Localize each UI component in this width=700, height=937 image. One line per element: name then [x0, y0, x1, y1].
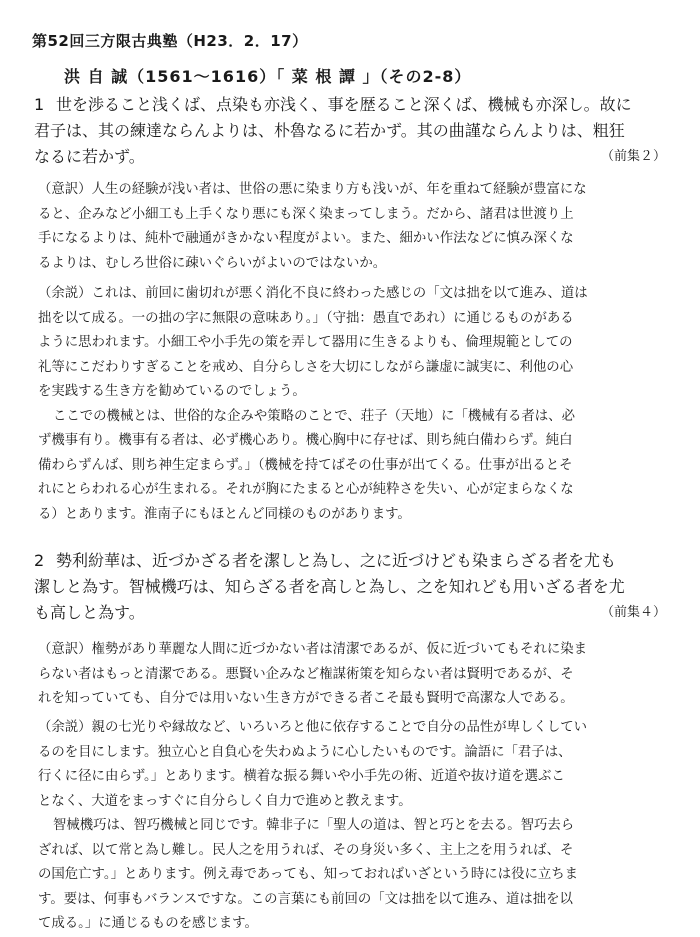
verse-number: 2	[34, 551, 45, 570]
commentary-line: （余説）親の七光りや縁故など、いろいろと他に依存することで自分の品性が卑しくしてい	[38, 720, 588, 735]
commentary-line: 拙を以て成る。一の拙の字に無限の意味あり。」（守拙：愚直であれ）に通じるものがある	[38, 310, 574, 326]
commentary-1	[38, 282, 664, 527]
verse-2	[34, 548, 666, 626]
verse-source: （前集４）	[600, 605, 666, 620]
verse-line: 1 世を渉ること浅くば、点染も亦浅く、事を歴ること深くば、機械も亦深し。故に	[34, 92, 666, 118]
verse-line: も高しと為す。	[34, 603, 145, 622]
meaning-2	[38, 638, 664, 712]
verse-line: 君子は、其の練達ならんよりは、朴魯なるに若かず。其の曲謹ならんよりは、粗狂	[34, 121, 625, 140]
meaning-line: （意訳）人生の経験が浅い者は、世俗の悪に染まり方も浅いが、年を重ねて経験が豊富にな	[38, 182, 587, 197]
meaning-1	[38, 178, 664, 276]
meaning-line: （意訳）権勢があり華麗な人間に近づかない者は清潔であるが、仮に近づいてもそれに染ま	[38, 642, 588, 657]
commentary-line: れにとらわれる心が生まれる。それが胸にたまると心が純粋さを失い、心が定まらなくな	[38, 482, 574, 497]
commentary-line: ず機事有り。機事有る者は、必ず機心あり。機心胸中に存せば、則ち純白備わらず。純白	[38, 433, 573, 448]
commentary-line: 智械機巧は、智巧機械と同じです。韓非子に「聖人の道は、智と巧とを去る。智巧去ら	[53, 818, 575, 833]
verse-line: 潔しと為す。智械機巧は、知らざる者を高しと為し、之を知れども用いざる者を尤	[34, 577, 625, 596]
commentary-line: るのを目にします。独立心と自負心を失わぬように心したいものです。論語に「君子は、	[38, 744, 572, 760]
commentary-line: （余説）これは、前回に歯切れが悪く消化不良に終わった感じの「文は拙を以て進み、道は	[38, 286, 588, 301]
page-subtitle: 洪 自 誠（1561～1616）「 菜 根 譚 」（その2-8）	[64, 67, 472, 86]
page-header: 第52回三方限古典塾（H23．2．17）	[32, 32, 308, 50]
commentary-line: 礼等にこだわりすぎることを戒め、自分らしさを大切にしながら謙虚に誠実に、利他の心	[38, 359, 574, 375]
meaning-line: ると、企みなど小細工も上手くなり悪にも深く染まってしまう。だから、諸君は世渡り上	[38, 206, 574, 222]
commentary-line: の国危亡す。」とあります。例え毒であっても、知っておればいざという時には役に立ちま	[38, 867, 579, 882]
commentary-line: となく、大道をまっすぐに自分らしく自力で進めと教えます。	[38, 793, 412, 809]
commentary-line: ここでの機械とは、世俗的な企みや策略のことで、荘子（天地）に「機械有る者は、必	[53, 408, 575, 424]
verse-1	[34, 92, 666, 170]
commentary-line: て成る。」に通じるものを感じます。	[38, 916, 258, 931]
commentary-line: す。要は、何事もバランスですな。この言葉にも前回の「文は拙を以て進み、道は拙を以	[38, 891, 573, 907]
commentary-2	[38, 716, 664, 937]
verse-source: （前集２）	[600, 149, 666, 164]
commentary-line: 行くに径に由らず。」とあります。横着な振る舞いや小手先の術、近道や抜け道を選ぶこ	[38, 769, 565, 784]
meaning-line: れを知っていても、自分では用いない生き方ができる者こそ最も賢明で高潔な人である。	[38, 691, 574, 706]
meaning-line: るよりは、むしろ世俗に疎いぐらいがよいのではないか。	[38, 255, 387, 271]
commentary-line: を実践する生き方を勧めているのでしょう。	[38, 384, 306, 399]
commentary-line: ざれば、以て常と為し難し。民人之を用うれば、その身災い多く、主上之を用うれば、そ	[38, 842, 574, 858]
verse-line: なるに若かず。	[34, 147, 145, 166]
commentary-line: ように思われます。小細工や小手先の策を弄して器用に生きるよりも、倫理規範としての	[38, 335, 573, 350]
verse-number: 1	[34, 95, 45, 114]
commentary-line: 備わらずんば、則ち神生定まらず。」（機械を持てばその仕事が出てくる。仕事が出るとそ	[38, 457, 573, 473]
meaning-line: 手になるよりは、純朴で融通がきかない程度がよい。また、細かい作法などに慎み深くな	[38, 231, 574, 246]
meaning-line: らない者はもっと清潔である。悪賢い企みなど権謀術策を知らない者は賢明であるが、そ	[38, 666, 574, 682]
commentary-line: る）とあります。淮南子にもほとんど同様のものがあります。	[38, 506, 411, 522]
verse-line: 2 勢利紛華は、近づかざる者を潔しと為し、之に近づけども染まらざる者を尤も	[34, 548, 666, 574]
